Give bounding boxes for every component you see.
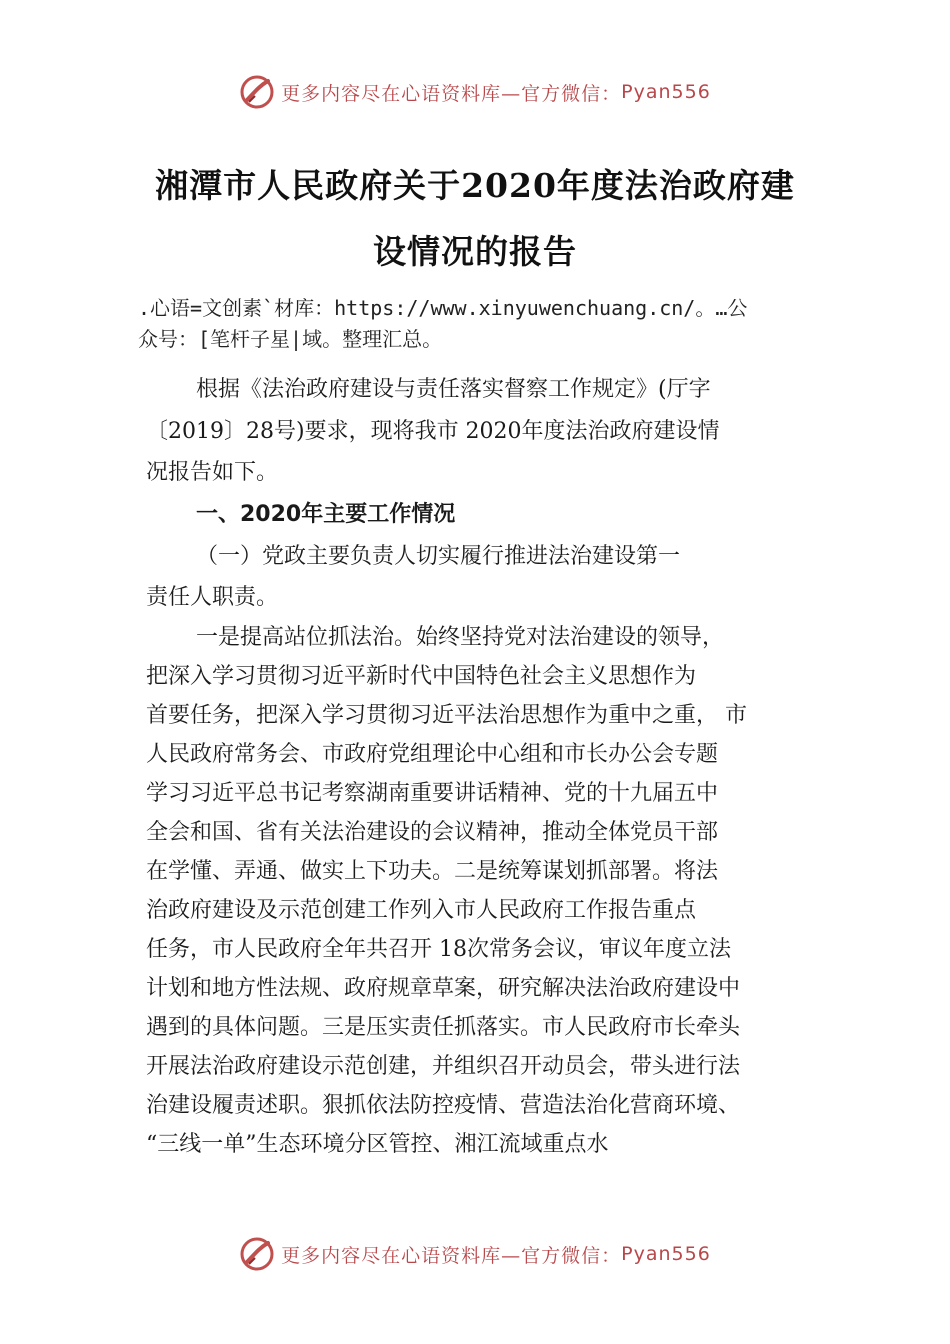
source-note-line-2: 众号：[笔杆子星|域。整理汇总。: [138, 327, 443, 351]
paragraph-line-11: 遇到的具体问题。三是压实责任抓落实。市人民政府市长牵头: [146, 1015, 741, 1040]
source-note: [138, 293, 858, 355]
paragraph-line-9: 任务，市人民政府全年共召开 18次常务会议，审议年度立法: [146, 937, 731, 962]
paragraph-line-6: 全会和国、省有关法治建设的会议精神，推动全体党员干部: [146, 820, 719, 845]
paragraph-line-8: 治政府建设及示范创建工作列入市人民政府工作报告重点: [146, 898, 697, 923]
paragraph-line-4: 人民政府常务会、市政府党组理论中心组和市长办公会专题: [146, 742, 719, 767]
document-title-line-2: 设情况的报告: [373, 232, 577, 271]
paragraph-line-12: 开展法治政府建设示范创建，并组织召开动员会，带头进行法: [146, 1054, 741, 1079]
paragraph-line-14: “三线一单”生态环境分区管控、湘江流域重点水: [146, 1132, 609, 1157]
brush-pen-logo-icon: [239, 74, 275, 110]
paragraph-line-3: 首要任务，把深入学习贯彻习近平法治思想作为重中之重， 市: [146, 703, 747, 728]
document-title-line-1: 湘潭市人民政府关于2020年度法治政府建: [155, 166, 795, 205]
header-banner: [0, 74, 950, 110]
intro-line-3: 况报告如下。: [146, 460, 279, 485]
banner-account: Pyan556: [621, 1243, 711, 1265]
paragraph-line-5: 学习习近平总书记考察湖南重要讲话精神、党的十九届五中: [146, 781, 719, 806]
paragraph-line-10: 计划和地方性法规、政府规章草案，研究解决法治政府建设中: [146, 976, 741, 1001]
intro-line-2: 〔2019〕28号)要求，现将我市 2020年度法治政府建设情: [146, 419, 720, 444]
banner-account: Pyan556: [621, 81, 711, 103]
source-note-line-1: .心语=文创素`材库：https://www.xinyuwenchuang.cn/。…公: [138, 296, 748, 320]
banner-text: 更多内容尽在心语资料库—官方微信：: [281, 82, 622, 105]
paragraph-line-1: 一是提高站位抓法治。始终坚持党对法治建设的领导，: [196, 625, 725, 650]
paragraph-line-2: 把深入学习贯彻习近平新时代中国特色社会主义思想作为: [146, 664, 697, 689]
banner-text: 更多内容尽在心语资料库—官方微信：: [281, 1244, 622, 1267]
intro-line-1: 根据《法治政府建设与责任落实督察工作规定》(厅字: [196, 377, 711, 402]
paragraph-line-7: 在学懂、弄通、做实上下功夫。二是统筹谋划抓部署。将法: [146, 859, 719, 884]
subsection-line-2: 责任人职责。: [146, 585, 279, 610]
section-heading: 一、2020年主要工作情况: [196, 502, 456, 527]
brush-pen-logo-icon: [239, 1236, 275, 1272]
subsection-line-1: （一）党政主要负责人切实履行推进法治建设第一: [196, 544, 681, 569]
paragraph-line-13: 治建设履责述职。狠抓依法防控疫情、营造法治化营商环境、: [146, 1093, 741, 1118]
footer-banner: [0, 1236, 950, 1272]
